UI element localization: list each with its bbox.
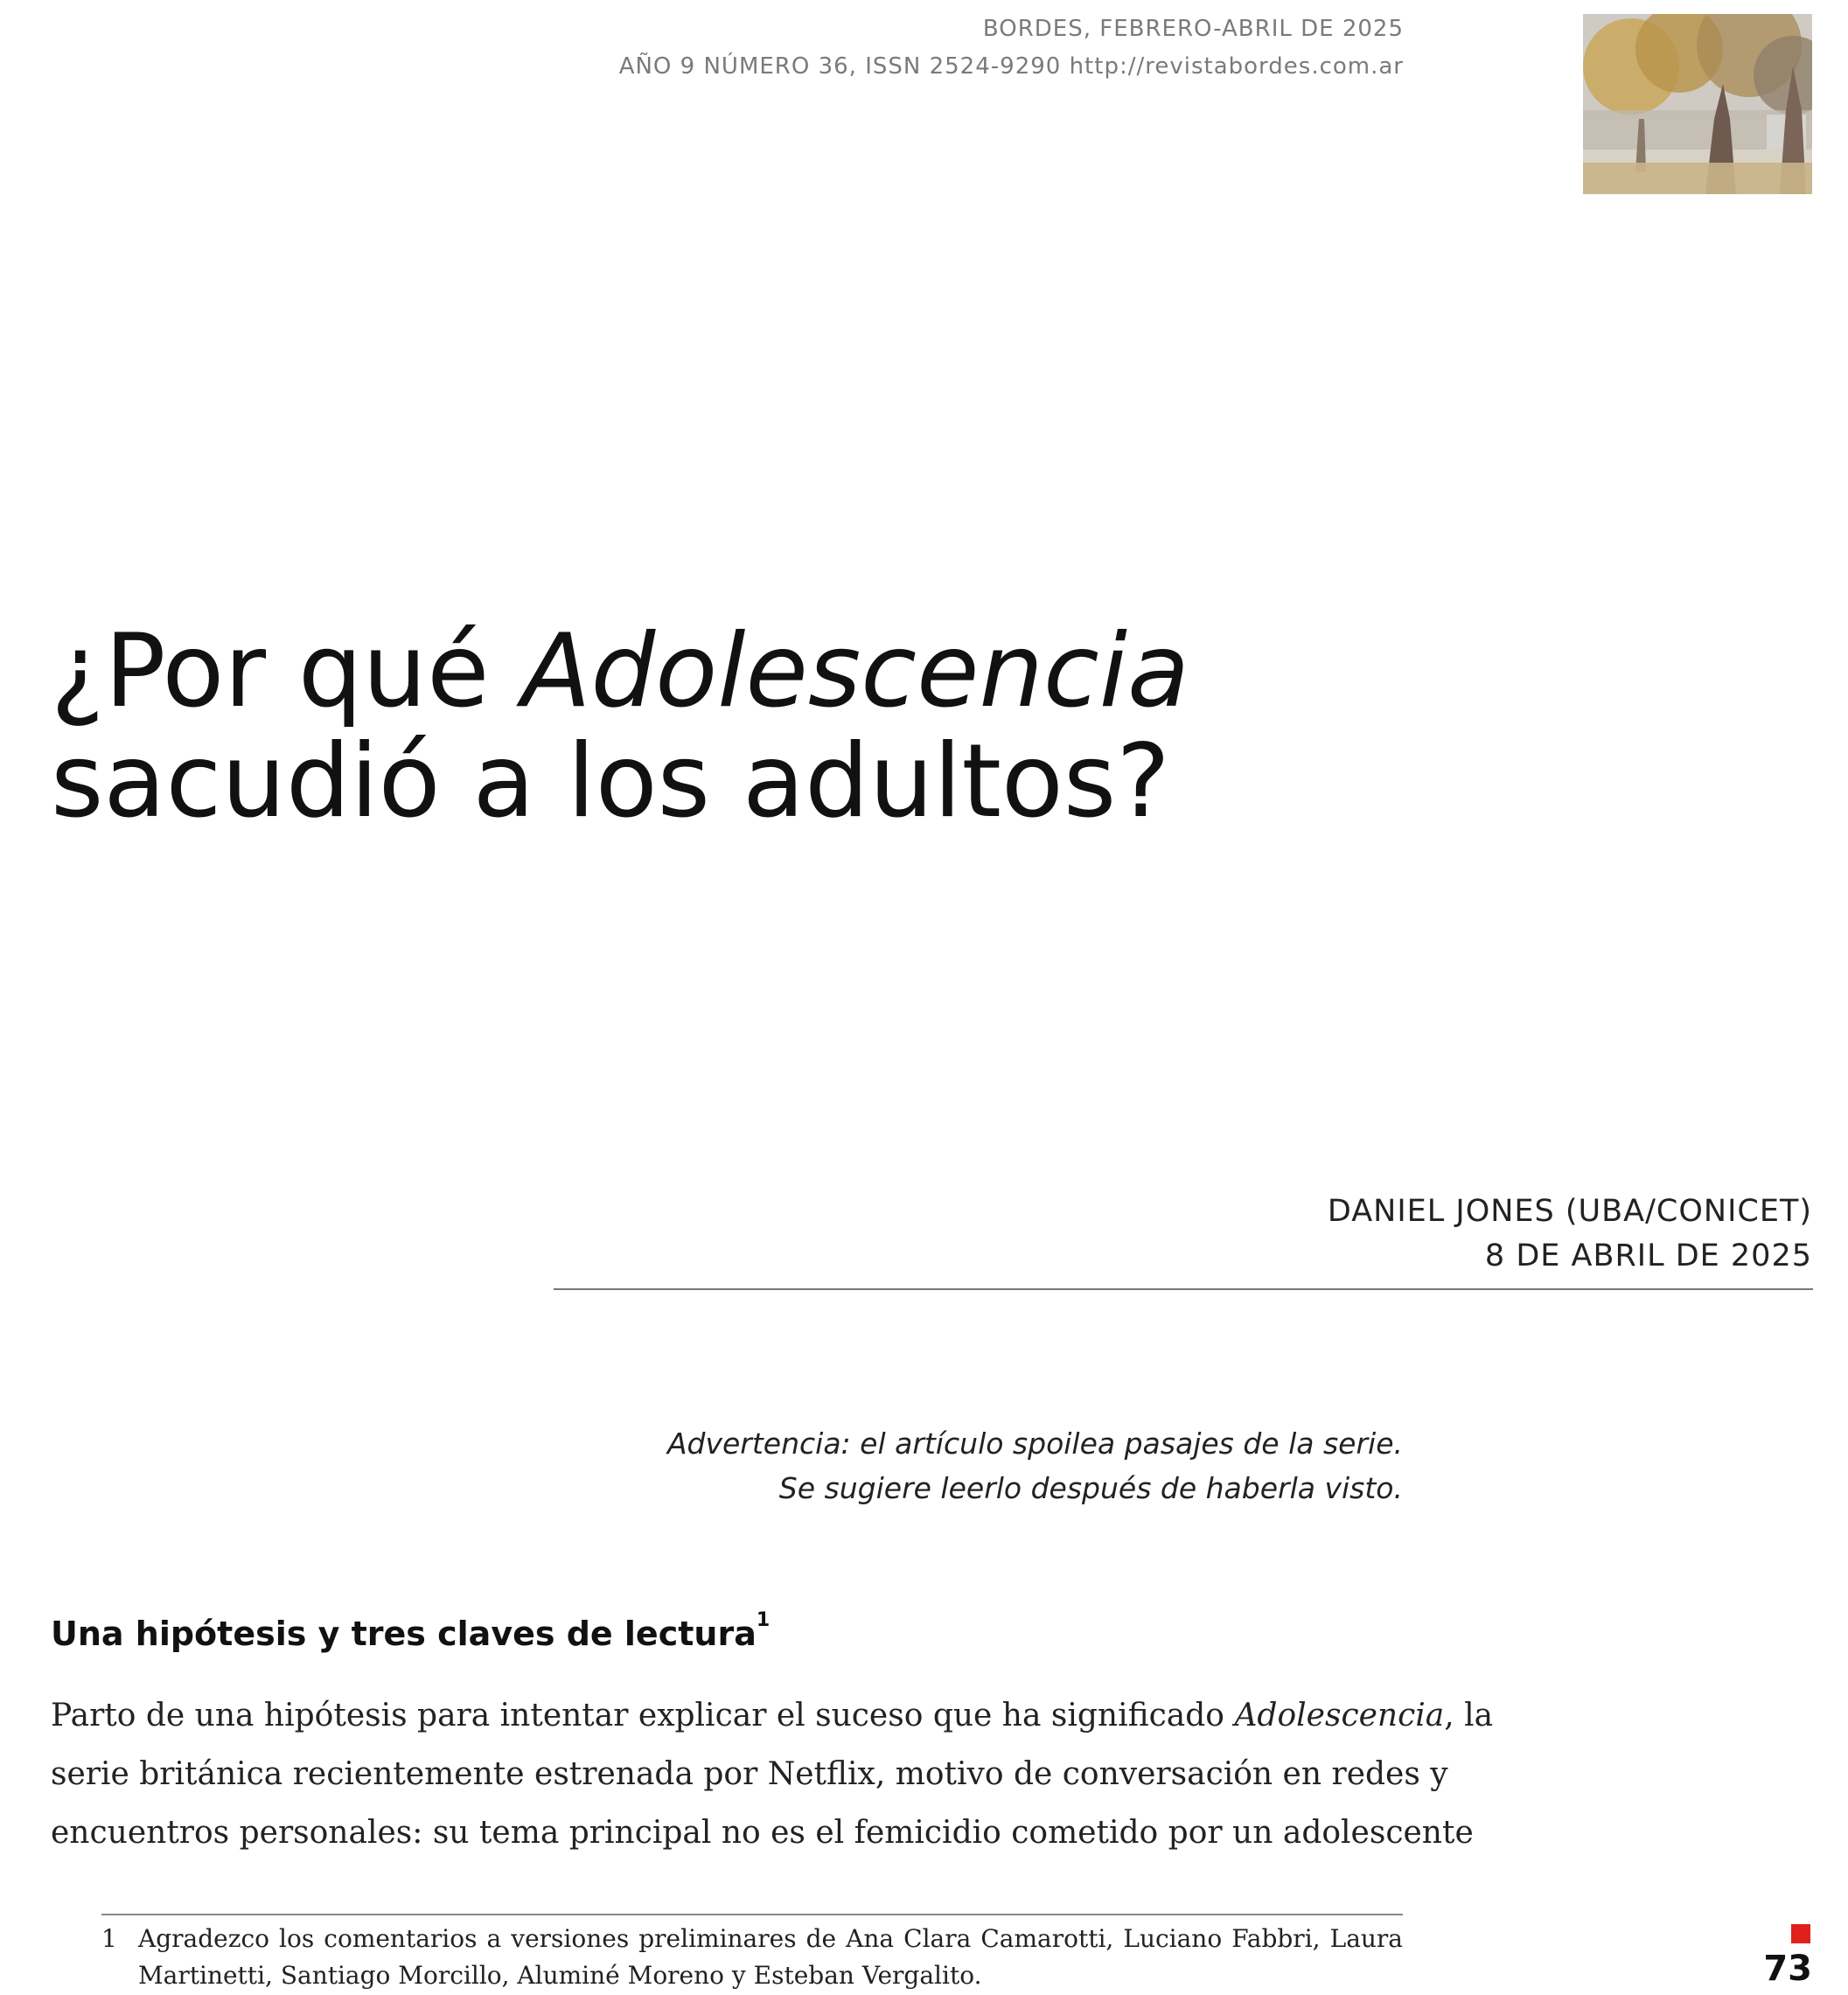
body-line-1-start: Parto de una hipótesis para intentar explicar el suceso que ha significado <box>51 1698 1235 1733</box>
footnote-text: Agradezco los comentarios a versiones preliminares de Ana Clara Camarotti, Luciano Fabbri, Laura Martinetti, Santiago Morcillo, Aluminé Moreno y Esteban Vergalito. <box>138 1924 1403 1990</box>
section-heading <box>51 1609 770 1658</box>
section-heading-text: Una hipótesis y tres claves de lectura <box>51 1615 757 1653</box>
body-line-1-end: , la <box>1444 1698 1494 1733</box>
tree-park-photo <box>1583 14 1812 194</box>
article-title-series-name: Adolescencia <box>521 612 1190 730</box>
page-accent-square <box>1791 1924 1810 1943</box>
journal-issue-date: BORDES, FEBRERO-ABRIL DE 2025 <box>982 16 1404 42</box>
spoiler-warning <box>667 1421 1403 1510</box>
footnote <box>101 1921 1403 1994</box>
article-title <box>51 612 1190 841</box>
body-series-name: Adolescencia <box>1234 1698 1445 1733</box>
footnote-number: 1 <box>101 1924 117 1953</box>
body-paragraph <box>51 1686 1494 1862</box>
article-title-line-2: sacudió a los adultos? <box>51 722 1170 841</box>
spoiler-warning-line-1: Advertencia: el artículo spoilea pasajes de la serie. <box>666 1426 1403 1461</box>
author-name: DANIEL JONES (UBA/CONICET) <box>1327 1194 1812 1229</box>
page-number: 73 <box>1763 1949 1812 1989</box>
body-line-1 <box>51 1686 1494 1745</box>
body-line-3: encuentros personales: su tema principal no es el femicidio cometido por un adolescente <box>51 1815 1474 1851</box>
byline <box>1328 1189 1812 1279</box>
article-title-line-1 <box>51 612 1190 730</box>
journal-header <box>619 10 1404 86</box>
byline-divider <box>554 1288 1813 1290</box>
footnote-divider <box>101 1914 1403 1915</box>
footnote-reference[interactable]: 1 <box>756 1609 771 1631</box>
article-title-lead: ¿Por qué <box>51 612 522 730</box>
publication-date: 8 DE ABRIL DE 2025 <box>1484 1238 1812 1273</box>
header-photo <box>1583 14 1812 194</box>
journal-issue-info: AÑO 9 NÚMERO 36, ISSN 2524-9290 http://revistabordes.com.ar <box>618 53 1404 80</box>
spoiler-warning-line-2: Se sugiere leerlo después de haberla visto. <box>778 1471 1403 1505</box>
body-line-2: serie británica recientemente estrenada por Netflix, motivo de conversación en redes y <box>51 1756 1448 1792</box>
